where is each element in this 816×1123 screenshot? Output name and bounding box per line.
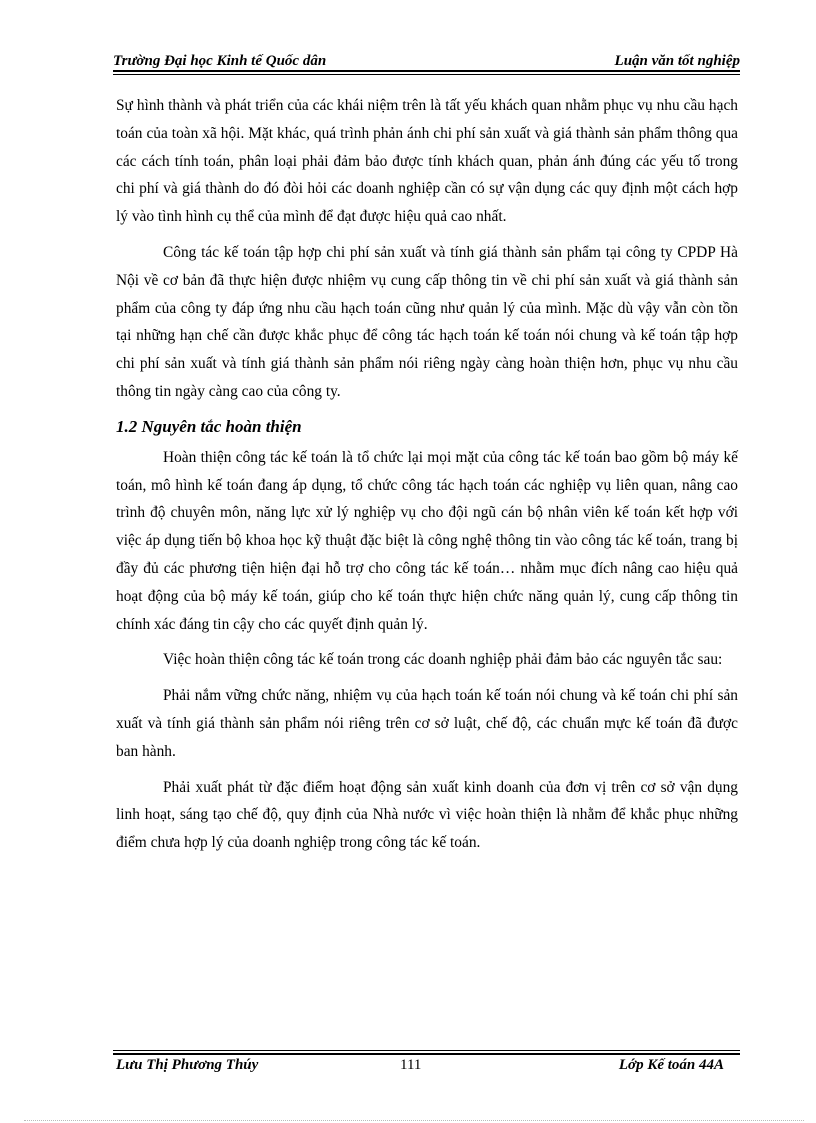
paragraph-4: Việc hoàn thiện công tác kế toán trong các doanh nghiệp phải đảm bảo các nguyên tắc sau: — [163, 651, 723, 669]
paragraph-3: Hoàn thiện công tác kế toán là tổ chức lại mọi mặt của công tác kế toán bao gồm bộ máy kế toán, mô hình kế toán đang áp dụng, tổ chức công tác hạch toán các nghiệp vụ liên quan, nâng cao trình độ chuyên môn, năng lực xử lý nghiệp vụ cho đội ngũ cán bộ nhân viên kế toán kết hợp với việc áp dụng tiến bộ khoa học kỹ thuật đặc biệt là công nghệ thông tin vào công tác kế toán, trang bị đầy đủ các phương tiện hiện đại hỗ trợ cho công tác kế toán… nhằm mục đích nâng cao hiệu quả hoạt động của bộ máy kế toán, giúp cho kế toán thực hiện chức năng quản lý, cung cấp thông tin chính xác đáng tin cậy cho các quyết định quản lý. — [116, 448, 738, 633]
paragraph-6: Phải xuất phát từ đặc điểm hoạt động sản xuất kinh doanh của đơn vị trên cơ sở vận dụng linh hoạt, sáng tạo chế độ, quy định của Nhà nước vì việc hoàn thiện là nhằm để khắc phục những điểm chưa hợp lý của doanh nghiệp trong công tác kế toán. — [116, 778, 738, 852]
header-rule-thin — [113, 74, 740, 75]
page-footer — [116, 1057, 724, 1079]
footer-rule-thick — [113, 1053, 740, 1055]
section-heading: 1.2 Nguyên tắc hoàn thiện — [116, 416, 302, 436]
paragraph-2: Công tác kế toán tập hợp chi phí sản xuất và tính giá thành sản phẩm tại công ty CPDP Hà Nội về cơ bản đã thực hiện được nhiệm vụ cung cấp thông tin về chi phí sản xuất và giá thành sản phẩm của công ty đáp ứng nhu cầu hạch toán cũng như quản lý của mình. Mặc dù vậy vẫn còn tồn tại những hạn chế cần được khắc phục để công tác hạch toán kế toán nói chung và kế toán tập hợp chi phí sản xuất và tính giá thành sản phẩm nói riêng ngày càng hoàn thiện hơn, phục vụ nhu cầu thông tin ngày càng cao của công ty. — [116, 243, 738, 400]
page-header — [113, 48, 740, 70]
header-rule-thick — [113, 70, 740, 72]
page-boundary-dotted-line — [24, 1120, 804, 1121]
page-body — [116, 92, 738, 865]
footer-rule-thin — [113, 1050, 740, 1051]
header-university: Trường Đại học Kinh tế Quốc dân — [113, 53, 327, 69]
footer-author: Lưu Thị Phương Thúy — [116, 1057, 259, 1073]
page-number: 111 — [400, 1057, 422, 1073]
paragraph-1: Sự hình thành và phát triển của các khái niệm trên là tất yếu khách quan nhằm phục vụ nhu cầu hạch toán của toàn xã hội. Mặt khác, quá trình phản ánh chi phí sản xuất và giá thành sản phẩm thông qua các cách tính toán, phân loại phải đảm bảo được tính khách quan, phản ánh đúng các yếu tố trong chi phí và giá thành do đó đòi hỏi các doanh nghiệp cần có sự vận dụng các quy định một cách hợp lý vào tình hình cụ thể của mình để đạt được hiệu quả cao nhất. — [116, 97, 738, 226]
header-thesis-type: Luận văn tốt nghiệp — [614, 53, 740, 69]
footer-class: Lớp Kế toán 44A — [618, 1057, 724, 1073]
paragraph-5: Phải nắm vững chức năng, nhiệm vụ của hạch toán kế toán nói chung và kế toán chi phí sản xuất và tính giá thành sản phẩm nói riêng trên cơ sở luật, chế độ, các chuẩn mực kế toán đã được ban hành. — [116, 687, 738, 760]
